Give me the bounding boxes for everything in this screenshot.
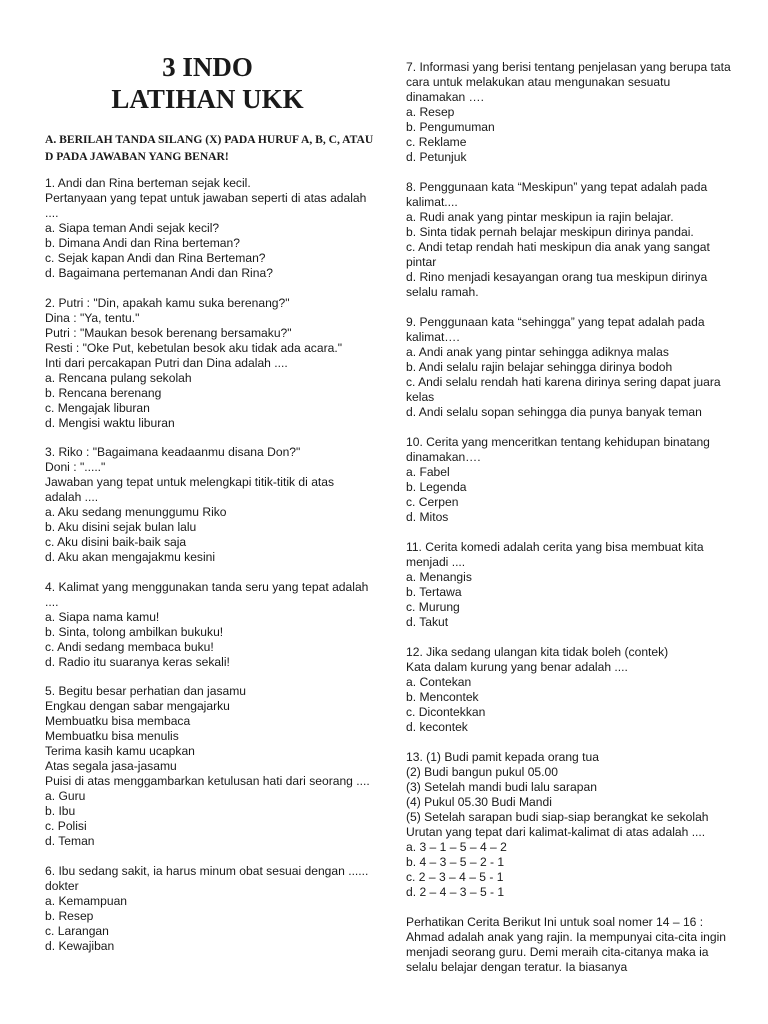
question-line: Jawaban yang tepat untuk melengkapi titik-titik di atas adalah ....: [45, 475, 338, 504]
question-text: 1. Andi dan Rina berteman sejak kecil.: [45, 176, 251, 190]
question-line: d. Teman: [45, 834, 95, 848]
question-line: c. Andi selalu rendah hati karena dirinya sering dapat juara kelas: [406, 375, 725, 404]
question-line: d. Andi selalu sopan sehingga dia punya banyak teman: [406, 405, 702, 419]
question-line: c. Sejak kapan Andi dan Rina Berteman?: [45, 251, 266, 265]
question-line: b. Aku disini sejak bulan lalu: [45, 520, 197, 534]
question-line: c. Dicontekkan: [406, 705, 486, 719]
question-line: d. Radio itu suaranya keras sekali!: [45, 654, 230, 669]
question-line: c. Andi sedang membaca buku!: [45, 639, 214, 654]
question-text: 6. Ibu sedang sakit, ia harus minum obat sesuai dengan ...... dokter: [45, 863, 372, 893]
question-block: [45, 684, 370, 849]
question-line: a. Siapa nama kamu!: [45, 609, 160, 624]
instruction-text: A. BERILAH TANDA SILANG (X) PADA HURUF A, B, C, ATAU D PADA JAWABAN YANG BENAR!: [45, 133, 374, 163]
question-line: Urutan yang tepat dari kalimat-kalimat di atas adalah ....: [406, 825, 706, 839]
question-line: d. Mengisi waktu liburan: [45, 415, 175, 430]
question-line: Membuatku bisa membaca: [45, 714, 191, 728]
question-line: (5) Setelah sarapan budi siap-siap berangkat ke sekolah: [406, 810, 709, 824]
page-title: 3 INDO: [162, 52, 253, 82]
question-line: b. Andi selalu rajin belajar sehingga dirinya bodoh: [406, 360, 673, 374]
question-line: a. Contekan: [406, 675, 472, 689]
question-line: d. Rino menjadi kesayangan orang tua meskipun dirinya selalu ramah.: [406, 270, 711, 299]
question-text: 8. Penggunaan kata “Meskipun” yang tepat adalah pada kalimat....: [406, 180, 711, 209]
question-line: b. Rencana berenang: [45, 385, 162, 400]
question-line: Pertanyaan yang tepat untuk jawaban seperti di atas adalah ....: [45, 191, 370, 220]
question-block: [45, 176, 370, 281]
question-line: c. Reklame: [406, 135, 467, 149]
question-text: 7. Informasi yang berisi tentang penjelasan yang berupa tata cara untuk melakukan atau mengunakan sesuatu dinamakan ….: [406, 60, 735, 104]
right-question-list: [406, 60, 735, 990]
question-block: [406, 750, 731, 900]
question-line: a. Siapa teman Andi sejak kecil?: [45, 221, 220, 235]
question-line: Puisi di atas menggambarkan ketulusan hati dari seorang ....: [45, 774, 370, 788]
question-line: a. Menangis: [406, 570, 472, 584]
question-block: [406, 645, 731, 735]
question-block: [406, 60, 735, 165]
question-text: 2. Putri : "Din, apakah kamu suka berenang?": [45, 295, 290, 310]
question-block: [406, 315, 731, 420]
question-text: 4. Kalimat yang menggunakan tanda seru yang tepat adalah ....: [45, 579, 372, 609]
question-block: [45, 580, 370, 670]
question-text: 10. Cerita yang menceritkan tentang kehidupan binatang dinamakan….: [406, 435, 714, 464]
question-line: a. Guru: [45, 789, 86, 803]
question-line: a. Rencana pulang sekolah: [45, 370, 192, 385]
question-line: b. Tertawa: [406, 585, 462, 599]
question-line: d. Aku akan mengajakmu kesini: [45, 550, 216, 564]
question-line: Putri : "Maukan besok berenang bersamaku?": [45, 325, 292, 340]
question-line: d. kecontek: [406, 720, 468, 734]
question-line: c. Polisi: [45, 819, 87, 833]
question-line: b. Pengumuman: [406, 120, 495, 134]
left-question-list: [45, 176, 370, 968]
question-line: b. Legenda: [406, 480, 467, 494]
question-line: c. 2 – 3 – 4 – 5 - 1: [406, 870, 504, 884]
question-line: a. Rudi anak yang pintar meskipun ia rajin belajar.: [406, 210, 674, 224]
question-line: c. Murung: [406, 600, 460, 614]
question-line: b. 4 – 3 – 5 – 2 - 1: [406, 855, 505, 869]
question-line: b. Resep: [45, 908, 94, 923]
question-line: d. Bagaimana pertemanan Andi dan Rina?: [45, 266, 273, 280]
question-line: a. Fabel: [406, 465, 450, 479]
question-line: Engkau dengan sabar mengajarku: [45, 699, 230, 713]
question-line: Membuatku bisa menulis: [45, 729, 179, 743]
question-line: Terima kasih kamu ucapkan: [45, 744, 195, 758]
question-text: 11. Cerita komedi adalah cerita yang bisa membuat kita menjadi ....: [406, 540, 707, 569]
question-block: [45, 864, 370, 954]
question-block: [45, 296, 370, 431]
question-block: [406, 180, 731, 300]
question-line: a. Aku sedang menunggumu Riko: [45, 505, 227, 519]
question-text: 5. Begitu besar perhatian dan jasamu: [45, 684, 247, 698]
question-line: d. Petunjuk: [406, 150, 467, 164]
question-line: d. Mitos: [406, 510, 449, 524]
question-line: Doni : ".....": [45, 460, 106, 474]
question-line: c. Cerpen: [406, 495, 459, 509]
question-line: a. 3 – 1 – 5 – 4 – 2: [406, 840, 507, 854]
question-line: (3) Setelah mandi budi lalu sarapan: [406, 780, 597, 794]
question-block: [45, 445, 370, 565]
question-line: Inti dari percakapan Putri dan Dina adalah ....: [45, 355, 288, 370]
question-text: 9. Penggunaan kata “sehingga” yang tepat adalah pada kalimat….: [406, 315, 708, 344]
question-block: [406, 435, 731, 525]
question-line: d. 2 – 4 – 3 – 5 - 1: [406, 885, 505, 899]
question-line: (2) Budi bangun pukul 05.00: [406, 765, 558, 779]
question-block: [406, 540, 731, 630]
question-line: b. Ibu: [45, 804, 76, 818]
question-line: a. Andi anak yang pintar sehingga adiknya malas: [406, 345, 669, 359]
question-line: c. Andi tetap rendah hati meskipun dia anak yang sangat pintar: [406, 240, 714, 269]
question-line: c. Aku disini baik-baik saja: [45, 535, 187, 549]
question-line: b. Sinta tidak pernah belajar meskipun dirinya pandai.: [406, 225, 694, 239]
question-line: a. Resep: [406, 105, 455, 119]
question-line: c. Larangan: [45, 923, 109, 938]
question-text: Perhatikan Cerita Berikut Ini untuk soal nomer 14 – 16 : Ahmad adalah anak yang rajin. Ia mempunyai cita-cita ingin menjadi seorang guru. Demi meraih cita-citanya maka ia selalu belajar dengan teratur. Ia biasanya: [406, 915, 730, 974]
question-line: Resti : "Oke Put, kebetulan besok aku tidak ada acara.": [45, 340, 342, 355]
question-line: a. Kemampuan: [45, 893, 128, 908]
question-line: b. Mencontek: [406, 690, 479, 704]
question-line: (4) Pukul 05.30 Budi Mandi: [406, 795, 552, 809]
question-text: 3. Riko : "Bagaimana keadaanmu disana Don?": [45, 445, 301, 459]
question-line: Atas segala jasa-jasamu: [45, 759, 177, 773]
question-text: 12. Jika sedang ulangan kita tidak boleh (contek): [406, 645, 669, 659]
question-line: b. Sinta, tolong ambilkan bukuku!: [45, 624, 224, 639]
question-line: c. Mengajak liburan: [45, 400, 150, 415]
question-block: [406, 915, 731, 975]
question-line: d. Kewajiban: [45, 938, 115, 953]
question-line: Kata dalam kurung yang benar adalah ....: [406, 660, 628, 674]
question-text: 13. (1) Budi pamit kepada orang tua: [406, 750, 599, 764]
question-line: b. Dimana Andi dan Rina berteman?: [45, 236, 240, 250]
page-subtitle: LATIHAN UKK: [111, 84, 304, 114]
question-line: d. Takut: [406, 615, 449, 629]
question-line: Dina : "Ya, tentu.": [45, 310, 140, 325]
